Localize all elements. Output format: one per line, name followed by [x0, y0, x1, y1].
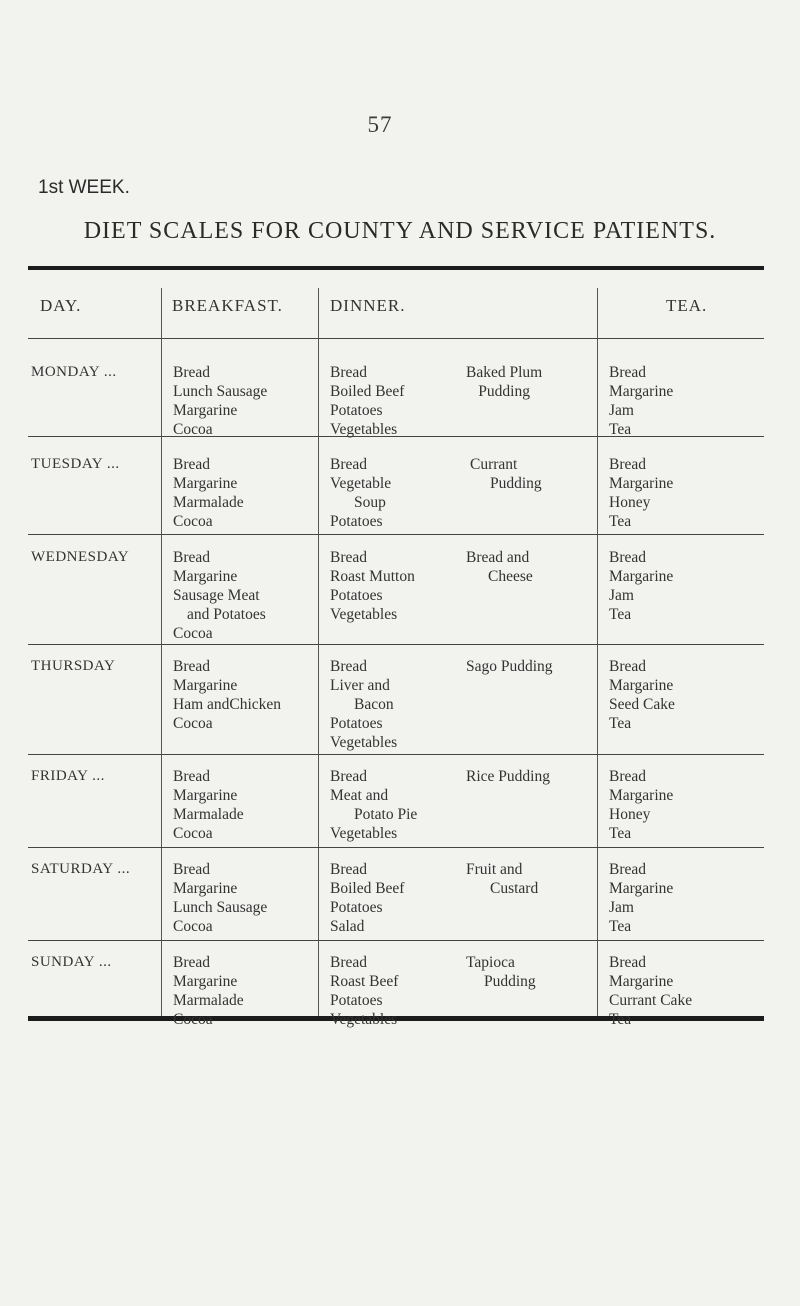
- list-item: Cocoa: [173, 918, 213, 935]
- list-item: Baked Plum: [466, 364, 543, 381]
- list-item: Bread: [609, 954, 647, 971]
- list-item: Bread: [173, 768, 211, 785]
- list-item: Lunch Sausage: [173, 383, 268, 400]
- list-item: Bread: [173, 861, 211, 878]
- list-item: Tea: [609, 715, 632, 732]
- row-divider: [28, 644, 764, 645]
- list-item: Vegetables: [330, 734, 398, 751]
- dinner-main-cell-tuesday: [330, 455, 391, 531]
- dinner-main-cell-saturday: [330, 860, 404, 936]
- week-label: 1st WEEK.: [38, 177, 130, 198]
- tea-cell-sunday: [609, 953, 692, 1029]
- list-item: Bacon: [354, 696, 394, 713]
- column-divider-tea: [597, 288, 598, 1016]
- list-item: Roast Mutton: [330, 568, 415, 585]
- row-divider: [28, 940, 764, 941]
- list-item: Rice Pudding: [466, 768, 550, 785]
- list-item: Potatoes: [330, 513, 383, 530]
- list-item: Bread: [173, 954, 211, 971]
- list-item: Sausage Meat: [173, 587, 260, 604]
- dinner-sweet-cell-friday: [466, 767, 550, 786]
- list-item: Margarine: [609, 787, 674, 804]
- breakfast-cell-sunday: [173, 953, 244, 1029]
- list-item: Pudding: [484, 973, 536, 990]
- list-item: Bread: [173, 456, 211, 473]
- day-label-friday: FRIDAY ...: [31, 768, 105, 784]
- list-item: Meat and: [330, 787, 389, 804]
- row-divider: [28, 847, 764, 848]
- list-item: Bread: [173, 658, 211, 675]
- list-item: Currant Cake: [609, 992, 693, 1009]
- breakfast-cell-friday: [173, 767, 244, 843]
- list-item: Honey: [609, 494, 651, 511]
- list-item: Bread: [330, 768, 368, 785]
- dinner-sweet-cell-sunday: [466, 953, 536, 991]
- header-dinner: DINNER.: [330, 296, 406, 315]
- list-item: Margarine: [609, 677, 674, 694]
- tea-cell-thursday: [609, 657, 675, 733]
- list-item: Vegetables: [330, 825, 398, 842]
- day-label-sunday: SUNDAY ...: [31, 954, 112, 970]
- day-label-thursday: THURSDAY: [31, 658, 116, 674]
- breakfast-cell-tuesday: [173, 455, 244, 531]
- list-item: Vegetables: [330, 1011, 398, 1028]
- list-item: Marmalade: [173, 806, 244, 823]
- list-item: Cocoa: [173, 625, 213, 642]
- list-item: Vegetables: [330, 606, 398, 623]
- list-item: Margarine: [609, 568, 674, 585]
- list-item: Margarine: [609, 973, 674, 990]
- list-item: Bread: [330, 549, 368, 566]
- list-item: Margarine: [609, 880, 674, 897]
- list-item: Margarine: [173, 402, 238, 419]
- list-item: Vegetable: [330, 475, 392, 492]
- list-item: Potatoes: [330, 402, 383, 419]
- row-divider: [28, 534, 764, 535]
- tea-cell-friday: [609, 767, 673, 843]
- list-item: Margarine: [173, 677, 238, 694]
- list-item: and Potatoes: [187, 606, 266, 623]
- day-label-wednesday: WEDNESDAY: [31, 549, 130, 565]
- list-item: Fruit and: [466, 861, 523, 878]
- tea-cell-tuesday: [609, 455, 673, 531]
- list-item: Roast Beef: [330, 973, 399, 990]
- list-item: Bread: [609, 768, 647, 785]
- dinner-main-cell-wednesday: [330, 548, 415, 624]
- list-item: Bread: [609, 549, 647, 566]
- dinner-sweet-cell-monday: [466, 363, 542, 401]
- list-item: Margarine: [609, 475, 674, 492]
- header-tea: TEA.: [666, 296, 708, 315]
- page-number: 57: [367, 112, 393, 137]
- list-item: Bread: [609, 658, 647, 675]
- list-item: Boiled Beef: [330, 880, 405, 897]
- list-item: Salad: [330, 918, 365, 935]
- breakfast-cell-wednesday: [173, 548, 266, 643]
- dinner-sweet-cell-saturday: [466, 860, 538, 898]
- list-item: Lunch Sausage: [173, 899, 268, 916]
- tea-cell-monday: [609, 363, 673, 439]
- list-item: Sago Pudding: [466, 658, 553, 675]
- list-item: Vegetables: [330, 421, 398, 438]
- list-item: Cocoa: [173, 1011, 213, 1028]
- list-item: Potatoes: [330, 992, 383, 1009]
- list-item: Margarine: [609, 383, 674, 400]
- tea-cell-saturday: [609, 860, 673, 936]
- dinner-sweet-cell-thursday: [466, 657, 553, 676]
- list-item: Potato Pie: [354, 806, 418, 823]
- list-item: Tea: [609, 918, 632, 935]
- tea-cell-wednesday: [609, 548, 673, 624]
- list-item: Pudding: [478, 383, 530, 400]
- list-item: Honey: [609, 806, 651, 823]
- list-item: Bread: [330, 456, 368, 473]
- day-label-monday: MONDAY ...: [31, 364, 117, 380]
- list-item: Bread: [609, 364, 647, 381]
- column-divider-breakfast: [161, 288, 162, 1016]
- list-item: Marmalade: [173, 494, 244, 511]
- breakfast-cell-saturday: [173, 860, 267, 936]
- header-breakfast: BREAKFAST.: [172, 296, 283, 315]
- page-title: DIET SCALES FOR COUNTY AND SERVICE PATIENTS.: [83, 218, 717, 244]
- list-item: Ham andChicken: [173, 696, 282, 713]
- dinner-sweet-cell-tuesday: [470, 455, 542, 493]
- list-item: Margarine: [173, 787, 238, 804]
- list-item: Tea: [609, 606, 632, 623]
- dinner-sweet-cell-wednesday: [466, 548, 533, 586]
- list-item: Tea: [609, 825, 632, 842]
- list-item: Bread: [330, 861, 368, 878]
- list-item: Potatoes: [330, 899, 383, 916]
- list-item: Bread: [330, 658, 368, 675]
- list-item: Tea: [609, 421, 632, 438]
- list-item: Bread and: [466, 549, 530, 566]
- list-item: Cocoa: [173, 421, 213, 438]
- dinner-main-cell-sunday: [330, 953, 398, 1029]
- list-item: Jam: [609, 587, 634, 604]
- list-item: Soup: [354, 494, 386, 511]
- column-divider-dinner: [318, 288, 319, 1016]
- dinner-main-cell-monday: [330, 363, 404, 439]
- list-item: Margarine: [173, 475, 238, 492]
- list-item: Margarine: [173, 568, 238, 585]
- table-top-rule: [28, 266, 764, 270]
- list-item: Seed Cake: [609, 696, 675, 713]
- list-item: Boiled Beef: [330, 383, 405, 400]
- list-item: Bread: [609, 456, 647, 473]
- list-item: Bread: [330, 364, 368, 381]
- list-item: Tapioca: [466, 954, 515, 971]
- list-item: Potatoes: [330, 715, 383, 732]
- breakfast-cell-thursday: [173, 657, 281, 733]
- list-item: Pudding: [490, 475, 542, 492]
- list-item: Cocoa: [173, 513, 213, 530]
- list-item: Cheese: [488, 568, 533, 585]
- list-item: Jam: [609, 899, 634, 916]
- list-item: Jam: [609, 402, 634, 419]
- list-item: Custard: [490, 880, 539, 897]
- dinner-main-cell-friday: [330, 767, 417, 843]
- dinner-main-cell-thursday: [330, 657, 397, 752]
- list-item: Tea: [609, 1011, 632, 1028]
- day-label-tuesday: TUESDAY ...: [31, 456, 120, 472]
- list-item: Cocoa: [173, 715, 213, 732]
- list-item: Currant: [470, 456, 518, 473]
- list-item: Cocoa: [173, 825, 213, 842]
- list-item: Bread: [330, 954, 368, 971]
- list-item: Potatoes: [330, 587, 383, 604]
- day-label-saturday: SATURDAY ...: [31, 861, 131, 877]
- list-item: Tea: [609, 513, 632, 530]
- breakfast-cell-monday: [173, 363, 267, 439]
- list-item: Bread: [609, 861, 647, 878]
- list-item: Liver and: [330, 677, 390, 694]
- list-item: Bread: [173, 364, 211, 381]
- list-item: Margarine: [173, 973, 238, 990]
- list-item: Bread: [173, 549, 211, 566]
- list-item: Marmalade: [173, 992, 244, 1009]
- row-divider: [28, 338, 764, 339]
- header-day: DAY.: [40, 296, 82, 315]
- list-item: Margarine: [173, 880, 238, 897]
- row-divider: [28, 754, 764, 755]
